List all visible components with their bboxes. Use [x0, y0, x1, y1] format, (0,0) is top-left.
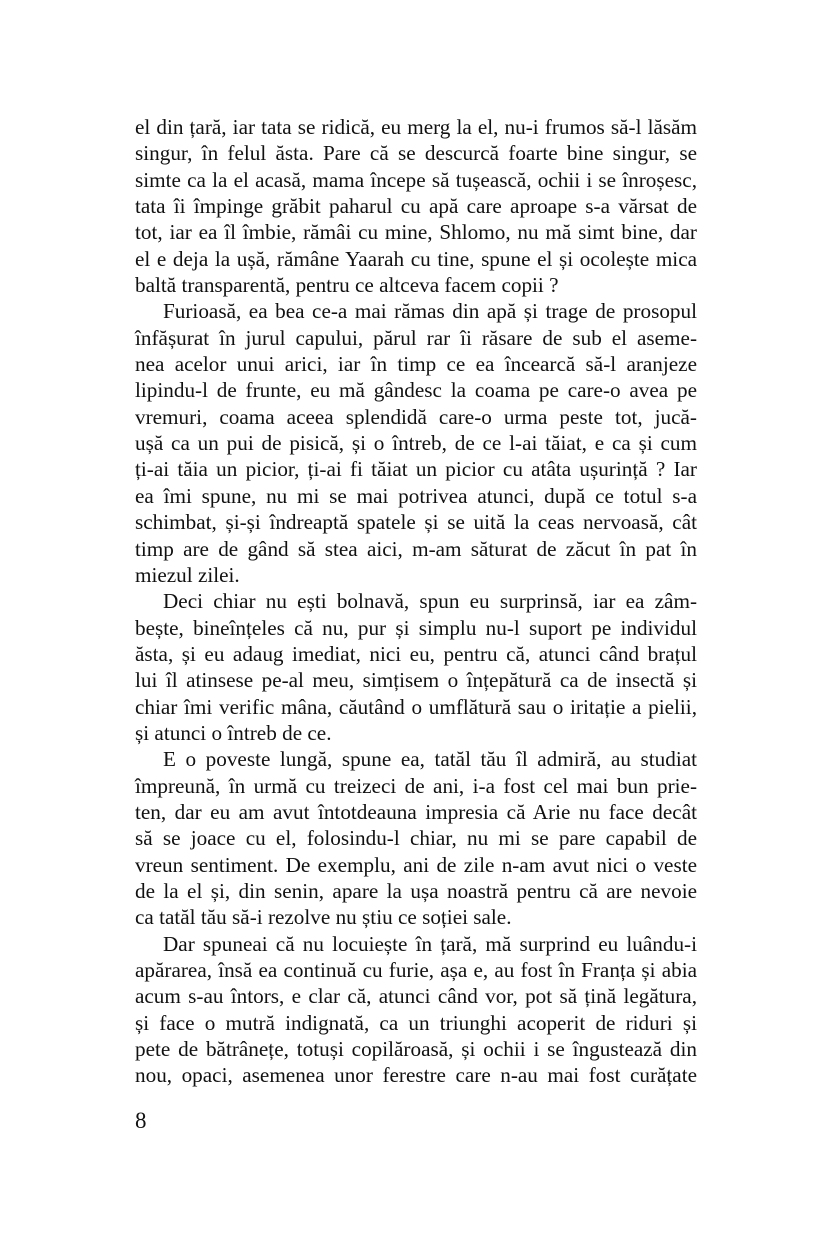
text-line: înfășurat în jurul capului, părul rar îi răsare de sub el aseme- — [135, 325, 697, 350]
text-line: să se joace cu el, folosindu-l chiar, nu mi se pare capabil de — [135, 826, 697, 851]
text-line: bește, bineînțeles că nu, pur și simplu nu-l suport pe individul — [135, 615, 697, 640]
text-line: E o poveste lungă, spune ea, tatăl tău îl admiră, au studiat — [163, 747, 697, 772]
text-line: și atunci o întreb de ce. — [135, 720, 332, 745]
text-line: ca tatăl tău să-i rezolve nu știu ce soției sale. — [135, 905, 512, 930]
text-line: de la el și, din senin, apare la ușa noastră pentru că are nevoie — [135, 878, 697, 903]
text-line: tot, iar ea îl îmbie, rămâi cu mine, Shlomo, nu mă simt bine, dar — [135, 220, 697, 245]
text-line: acum s-au întors, e clar că, atunci când vor, pot să țină legătura, — [135, 984, 697, 1009]
text-line: și face o mutră indignată, ca un triunghi acoperit de riduri și — [135, 1010, 697, 1035]
text-line: Dar spuneai că nu locuiește în țară, mă surprind eu luându-i — [163, 931, 697, 956]
text-line: lipindu-l de frunte, eu mă gândesc la coama pe care-o avea pe — [135, 378, 697, 403]
text-line: Furioasă, ea bea ce-a mai rămas din apă și trage de prosopul — [163, 299, 697, 324]
text-line: tata îi împinge grăbit paharul cu apă care aproape s-a vărsat de — [135, 194, 697, 219]
text-line: nea acelor unui arici, iar în timp ce ea încearcă să-l aranjeze — [135, 352, 697, 377]
text-line: ușă ca un pui de pisică, și o întreb, de ce l-ai tăiat, e ca și cum — [135, 431, 697, 456]
text-line: el e deja la ușă, rămâne Yaarah cu tine, spune el și ocolește mica — [135, 246, 697, 271]
text-line: ea îmi spune, nu mi se mai potrivea atunci, după ce totul s-a — [135, 483, 697, 508]
text-line: vremuri, coama aceea splendidă care-o urma peste tot, jucă- — [135, 404, 697, 429]
text-line: ți-ai tăia un picior, ți-ai fi tăiat un picior cu atâta ușurință ? Iar — [135, 457, 697, 482]
text-line: lui îl atinsese pe-al meu, simțisem o înțepătură ca de insectă și — [135, 668, 697, 693]
text-line: ten, dar eu am avut întotdeauna impresia că Arie nu face decât — [135, 799, 697, 824]
text-line: schimbat, și-și îndreaptă spatele și se uită la ceas nervoasă, cât — [135, 510, 697, 535]
text-line: baltă transparentă, pentru ce altceva facem copii ? — [135, 273, 559, 298]
page-number: 8 — [135, 1108, 147, 1133]
text-line: chiar îmi verific mâna, căutând o umflătură sau o iritație a pielii, — [135, 694, 697, 719]
text-line: Deci chiar nu ești bolnavă, spun eu surprinsă, iar ea zâm- — [163, 589, 697, 614]
text-line: el din țară, iar tata se ridică, eu merg la el, nu-i frumos să-l lăsăm — [135, 115, 697, 139]
text-line: timp are de gând să stea aici, m-am săturat de zăcut în pat în — [135, 536, 697, 561]
text-line: pete de bătrânețe, totuși copilăroasă, și ochii i se îngustează din — [135, 1037, 697, 1062]
text-line: vreun sentiment. De exemplu, ani de zile n-am avut nici o veste — [135, 852, 697, 877]
text-line: ăsta, și eu adaug imediat, nici eu, pentru că, atunci când brațul — [135, 641, 697, 666]
text-line: împreună, în urmă cu treizeci de ani, i-a fost cel mai bun prie- — [135, 773, 697, 798]
text-line: nou, opaci, asemenea unor ferestre care n-au mai fost curățate — [135, 1063, 697, 1088]
text-line: simte ca la el acasă, mama începe să tușească, ochii i se înroșesc, — [135, 167, 697, 192]
body-text — [135, 114, 697, 1089]
text-line: singur, în felul ăsta. Pare că se descurcă foarte bine singur, se — [135, 141, 697, 166]
text-line: miezul zilei. — [135, 562, 240, 587]
text-line: apărarea, însă ea continuă cu furie, așa e, au fost în Franța și abia — [135, 958, 697, 982]
